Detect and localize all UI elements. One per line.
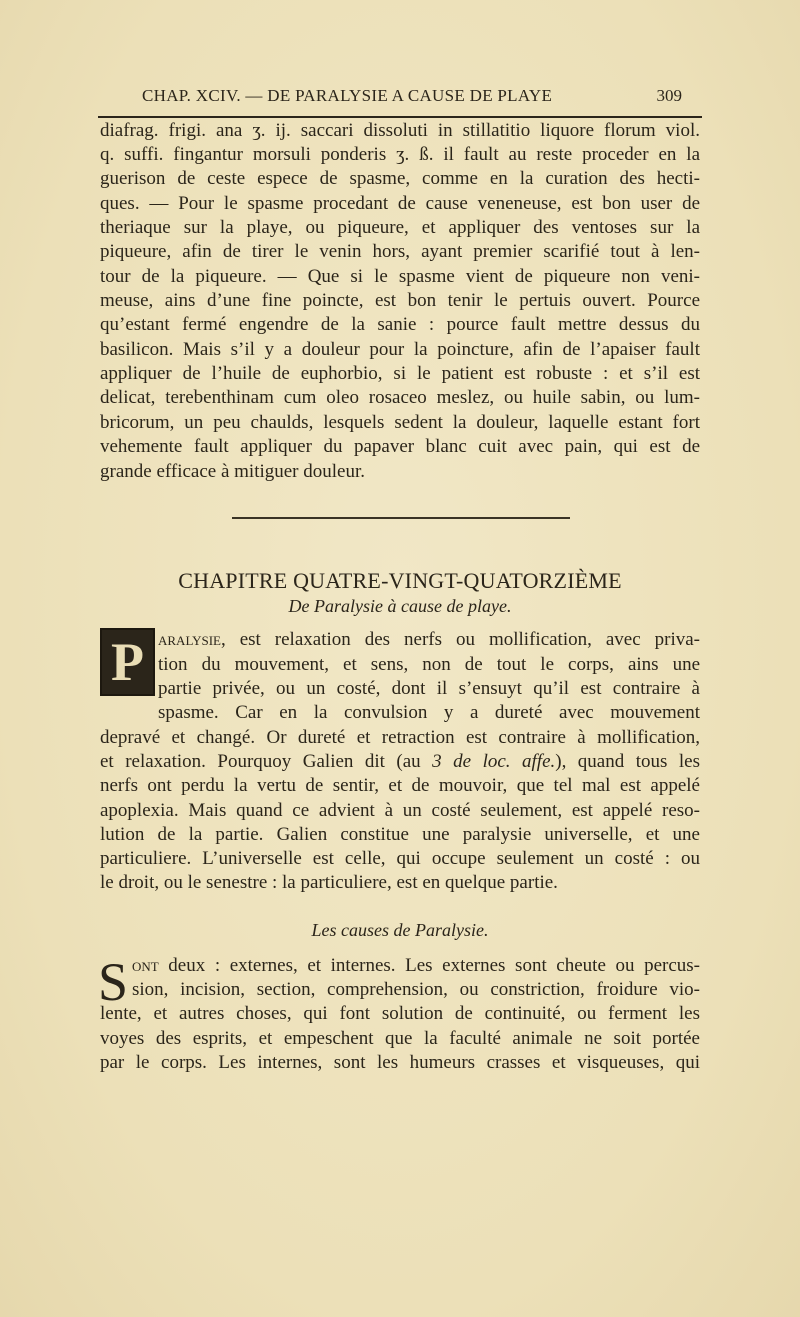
section-separator bbox=[232, 517, 570, 519]
first-word: aralysie bbox=[158, 629, 221, 650]
text-line bbox=[132, 954, 700, 978]
text-line: apoplexia. Mais quand ce advient à un costé seulement, est appelé reso- bbox=[100, 800, 700, 821]
text-line: particuliere. L’universelle est celle, qui occupe seulement un costé : ou bbox=[100, 848, 700, 869]
first-word: ont bbox=[132, 955, 159, 976]
text-line: depravé et changé. Or dureté et retraction est contraire à mollification, bbox=[100, 727, 700, 748]
text-line: piqueure, afin de tirer le venin hors, ayant premier scarifié tout à len- bbox=[100, 241, 700, 262]
text-line: q. suffi. fingantur morsuli ponderis ʒ. ß. il fault au reste proceder en la bbox=[100, 144, 700, 165]
chapter-title: CHAPITRE QUATRE-VINGT-QUATORZIÈME bbox=[178, 568, 622, 593]
citation: 3 de loc. affe. bbox=[432, 751, 556, 772]
header-rule bbox=[98, 116, 702, 118]
chapter-subtitle: De Paralysie à cause de playe. bbox=[288, 596, 512, 616]
text-line: delicat, terebenthinam cum oleo rosaceo meslez, ou huile sabin, ou lum- bbox=[100, 387, 700, 408]
text-line: lution de la partie. Galien constitue une paralysie universelle, et une bbox=[100, 824, 700, 845]
text-fragment: , est relaxation des nerfs ou mollification, avec priva- bbox=[220, 629, 700, 650]
section-title: Les causes de Paralysie. bbox=[311, 920, 489, 940]
text-line bbox=[100, 750, 700, 774]
text-line bbox=[158, 628, 700, 652]
text-line: appliquer de l’huile de euphorbio, si le patient est robuste : et s’il est bbox=[100, 363, 700, 384]
text-line: bricorum, un peu chaulds, lesquels sedent la douleur, laquelle estant fort bbox=[100, 412, 700, 433]
text-line: diafrag. frigi. ana ʒ. ij. saccari dissoluti in stillatitio liquore florum viol. bbox=[100, 120, 700, 141]
initial-letter: S bbox=[98, 952, 129, 1012]
text-line: theriaque sur la playe, ou piqueure, et appliquer des ventoses sur la bbox=[100, 217, 700, 238]
text-line: guerison de ceste espece de spasme, comme en la curation des hecti- bbox=[100, 168, 700, 189]
ornamental-drop-cap bbox=[100, 628, 155, 696]
text-fragment: ), quand tous les bbox=[555, 751, 700, 772]
text-line: spasme. Car en la convulsion y a dureté avec mouvement bbox=[158, 702, 700, 723]
text-line: meuse, ains d’une fine poincte, est bon tenir le pertuis ouvert. Pource bbox=[100, 290, 700, 311]
text-line: grande efficace à mitiguer douleur. bbox=[100, 461, 365, 482]
text-line: voyes des esprits, et empeschent que la faculté animale ne soit portée bbox=[100, 1028, 700, 1049]
text-line: nerfs ont perdu la vertu de sentir, et de mouvoir, que tel mal est appelé bbox=[100, 775, 700, 796]
text-line: par le corps. Les internes, sont les humeurs crasses et visqueuses, qui bbox=[100, 1052, 700, 1073]
text-line: partie privée, ou un costé, dont il s’ensuyt qu’il est contraire à bbox=[158, 678, 700, 699]
running-title: CHAP. XCIV. — DE PARALYSIE A CAUSE DE PLAYE bbox=[142, 86, 553, 105]
text-fragment: deux : externes, et internes. Les externes sont cheute ou percus- bbox=[158, 955, 700, 976]
text-line: tour de la piqueure. — Que si le spasme vient de piqueure non veni- bbox=[100, 266, 700, 287]
drop-cap-letter: P bbox=[111, 632, 144, 692]
text-fragment: et relaxation. Pourquoy Galien dit (au bbox=[100, 751, 433, 772]
text-line: sion, incision, section, comprehension, ou constriction, froidure vio- bbox=[132, 979, 700, 1000]
text-line: basilicon. Mais s’il y a douleur pour la poincture, afin de l’apaiser fault bbox=[100, 339, 700, 360]
text-line: vehemente fault appliquer du papaver blanc cuit avec pain, qui est de bbox=[100, 436, 700, 457]
text-line: lente, et autres choses, qui font solution de continuité, ou ferment les bbox=[100, 1003, 700, 1024]
page-number: 309 bbox=[656, 86, 682, 105]
text-line: qu’estant fermé engendre de la sanie : pource fault mettre dessus du bbox=[100, 314, 700, 335]
running-header bbox=[100, 86, 700, 110]
text-line: ques. — Pour le spasme procedant de cause veneneuse, est bon user de bbox=[100, 193, 700, 214]
text-line: tion du mouvement, et sens, non de tout le corps, ains une bbox=[158, 654, 700, 675]
text-line: le droit, ou le senestre : la particuliere, est en quelque partie. bbox=[100, 872, 558, 893]
